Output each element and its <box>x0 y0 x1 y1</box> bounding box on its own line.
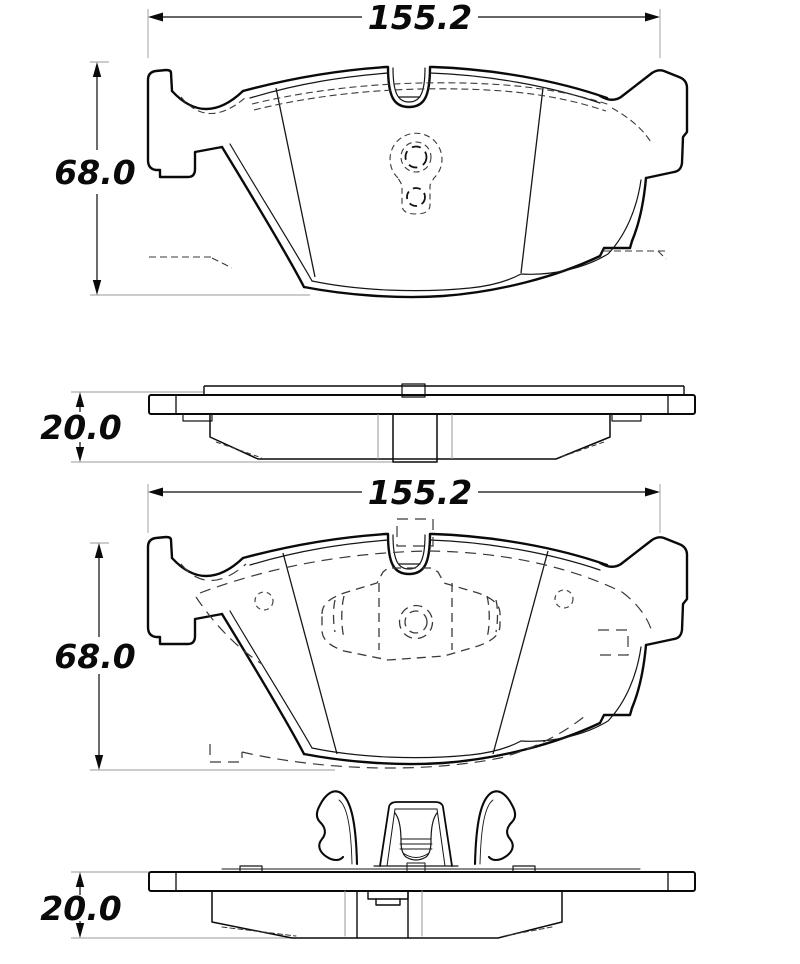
pad-b-front-view <box>148 519 687 768</box>
arrowhead-right <box>645 488 660 497</box>
dimension-label-width-a: 155.2 <box>367 0 473 37</box>
dimension-pad-a-thickness <box>40 392 437 462</box>
arrowhead-up <box>93 62 101 77</box>
arrowhead-left <box>148 488 163 497</box>
arrowhead-up <box>76 392 84 407</box>
dimension-label-width-b: 155.2 <box>367 473 473 512</box>
pad-b-edge-view <box>149 791 695 938</box>
arrowhead-left <box>148 13 163 22</box>
arrowhead-right <box>645 13 660 22</box>
arrowhead-down <box>95 755 103 770</box>
arrowhead-up <box>76 872 84 887</box>
spring-arm-right <box>475 791 515 864</box>
dimension-label-height-a: 68.0 <box>54 153 136 192</box>
hidden-clip-outline <box>322 568 500 660</box>
hidden-notch-tab <box>397 519 433 546</box>
rivet-hole-feature <box>390 133 442 214</box>
pad-a-front-view <box>148 67 687 297</box>
guide-hole-left <box>255 592 273 610</box>
spring-arm-left <box>317 791 357 864</box>
dimension-label-height-b: 68.0 <box>54 637 136 676</box>
dimension-pad-a-height <box>54 62 310 295</box>
arrowhead-down <box>76 447 84 462</box>
dimension-label-thickness-a: 20.0 <box>40 408 122 447</box>
arrowhead-down <box>93 280 101 295</box>
retainer-spring-clip <box>317 791 515 872</box>
dimension-pad-b-thickness <box>40 872 498 938</box>
friction-material-profile <box>212 891 562 938</box>
dimension-label-thickness-b: 20.0 <box>40 889 122 928</box>
friction-material-profile <box>210 414 610 459</box>
guide-hole-right <box>555 590 573 608</box>
dimension-pad-a-width <box>148 0 660 58</box>
pad-a-edge-view <box>149 384 695 462</box>
dimension-pad-b-width <box>148 473 660 533</box>
arrowhead-up <box>95 543 103 558</box>
